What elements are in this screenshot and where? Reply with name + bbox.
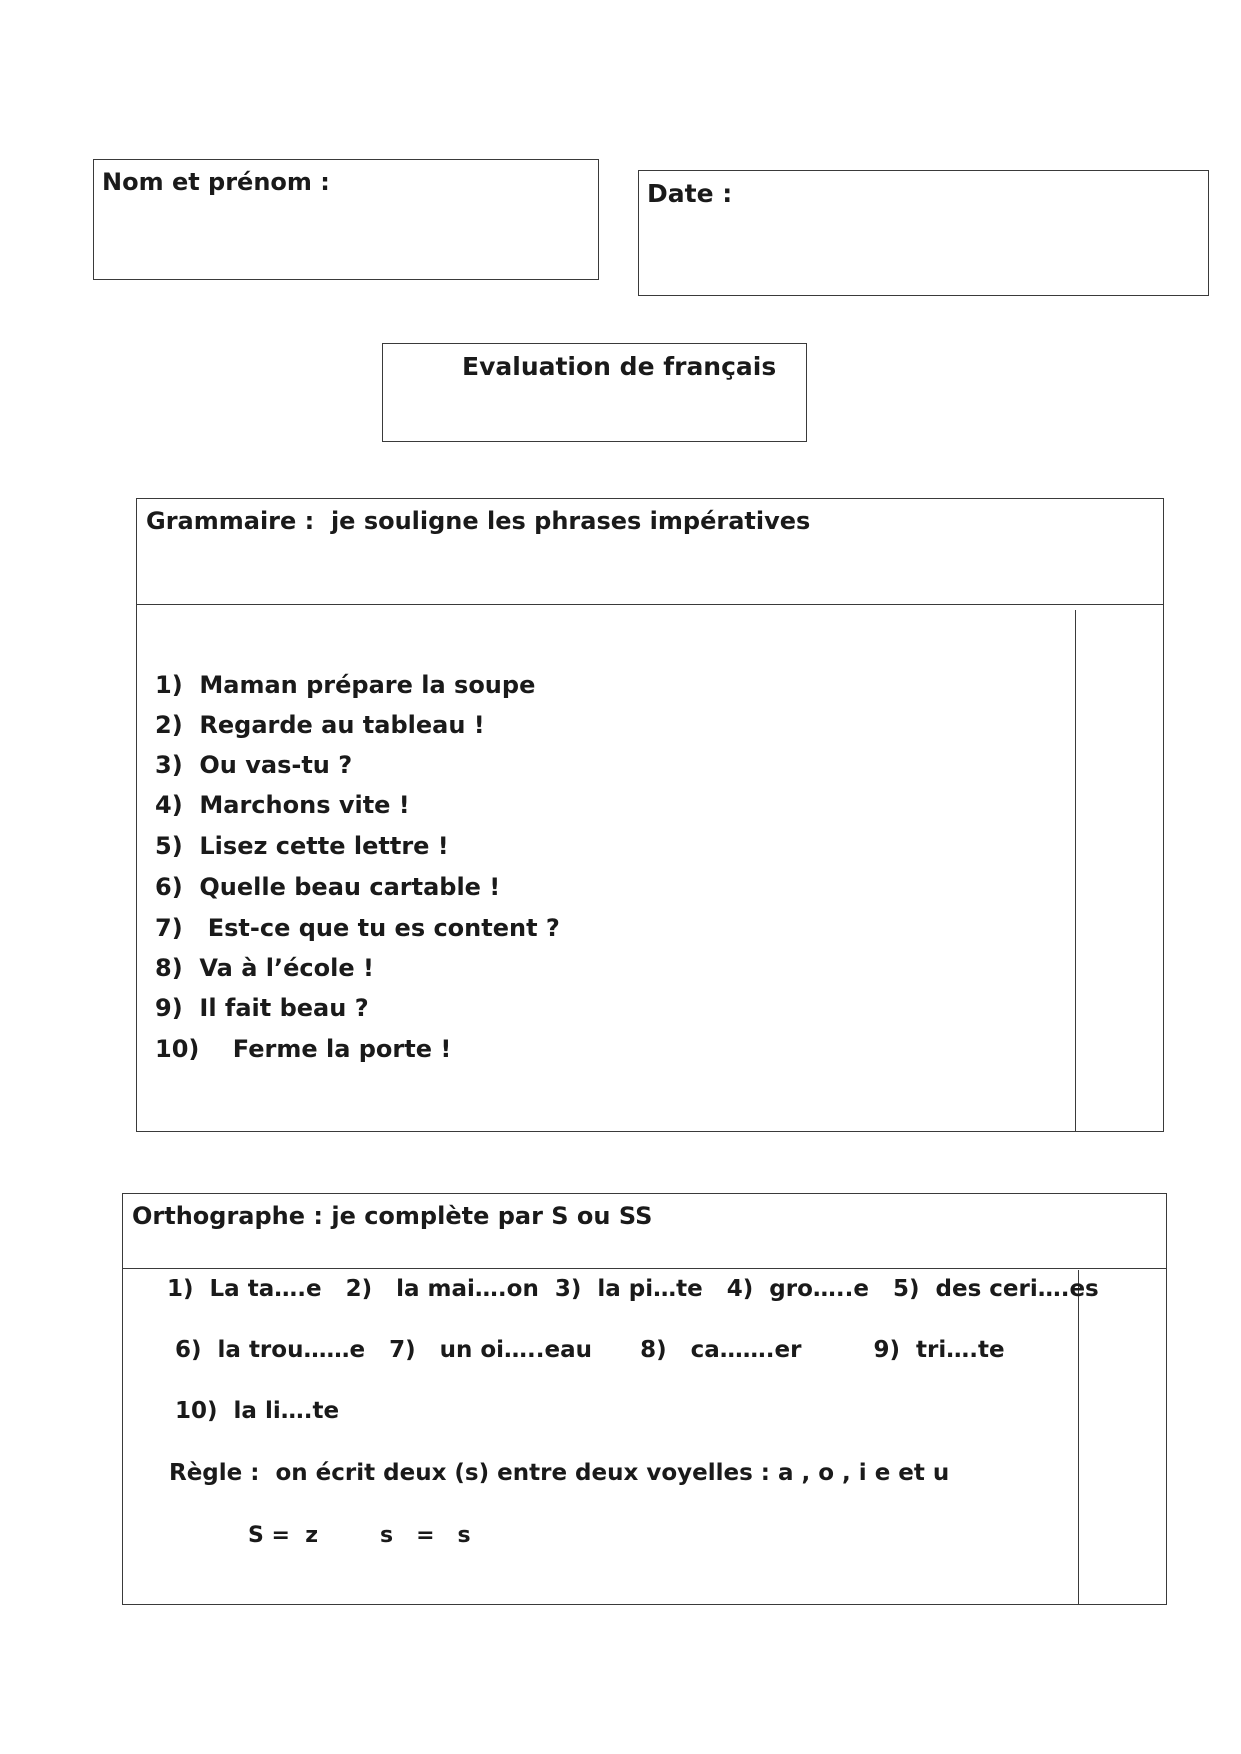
- grammaire-instruction: je souligne les phrases impératives: [330, 507, 811, 535]
- grammaire-divider: [136, 604, 1164, 605]
- regle-text: on écrit deux (s) entre deux voyelles : a , o , i e et u: [275, 1460, 950, 1486]
- grammaire-heading: [146, 509, 810, 533]
- list-item: 5) Lisez cette lettre !: [155, 832, 449, 860]
- grammaire-heading-label: Grammaire :: [146, 507, 315, 535]
- date-box: [638, 170, 1209, 296]
- orthographe-heading: Orthographe : je complète par S ou SS: [132, 1202, 653, 1230]
- list-item: 3) Ou vas-tu ?: [155, 751, 353, 779]
- list-item: 4) Marchons vite !: [155, 791, 410, 819]
- list-item: 2) Regarde au tableau !: [155, 711, 485, 739]
- regle-formula-2: s = s: [380, 1523, 471, 1548]
- orthographe-score-column: [1078, 1270, 1079, 1605]
- title-box: [382, 343, 807, 442]
- regle-formula-1: S = z: [248, 1523, 319, 1548]
- grammaire-score-column: [1075, 610, 1076, 1132]
- orthographe-divider: [122, 1268, 1167, 1269]
- date-label: Date :: [647, 179, 733, 208]
- list-item: 6) Quelle beau cartable !: [155, 873, 501, 901]
- list-item: 9) Il fait beau ?: [155, 994, 369, 1022]
- regle-label: Règle :: [169, 1460, 260, 1486]
- orthographe-line-3: 10) la li….te: [175, 1398, 340, 1424]
- name-label: Nom et prénom :: [102, 168, 330, 196]
- name-box: [93, 159, 599, 280]
- orthographe-line-1: 1) La ta….e 2) la mai….on 3) la pi…te 4) gro…..e 5) des ceri….es: [167, 1276, 1099, 1302]
- page-title: Evaluation de français: [462, 352, 777, 381]
- list-item: 1) Maman prépare la soupe: [155, 671, 536, 699]
- orthographe-regle: [169, 1462, 949, 1485]
- orthographe-line-2: 6) la trou……e 7) un oi…..eau 8) ca…….er 9) tri….te: [175, 1337, 1005, 1363]
- list-item: 8) Va à l’école !: [155, 954, 374, 982]
- list-item: 10) Ferme la porte !: [155, 1035, 452, 1063]
- list-item: 7) Est-ce que tu es content ?: [155, 914, 560, 942]
